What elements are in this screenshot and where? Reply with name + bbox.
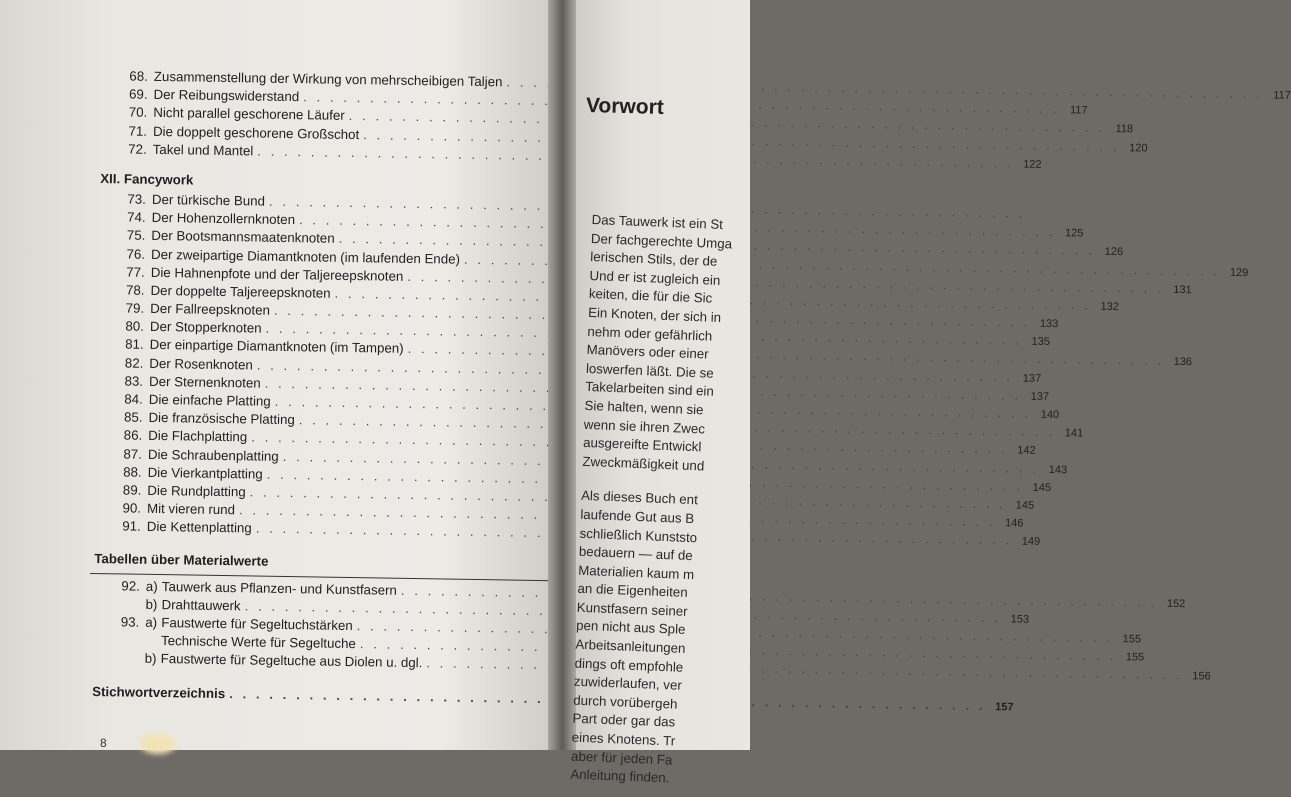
entry-number: 84. xyxy=(93,391,149,407)
entry-page: 133 xyxy=(1034,318,1058,330)
entry-number: 69. xyxy=(97,86,153,102)
entry-page: 153 xyxy=(1005,613,1029,625)
preface-line: zuwiderlaufen, ver xyxy=(574,674,874,704)
entry-number: 71. xyxy=(97,123,153,139)
entry-title: Die Flachplatting xyxy=(148,428,247,445)
left-page xyxy=(0,0,552,750)
entry-page: 143 xyxy=(1043,463,1067,475)
preface-line: laufende Gut aus B xyxy=(580,507,880,537)
preface-line: bedauern — auf de xyxy=(579,544,879,574)
entry-sub: a) xyxy=(146,578,162,593)
entry-number: 83. xyxy=(93,373,149,389)
preface-line: Kunstfasern seiner xyxy=(576,600,876,630)
preface-heading: Vorwort xyxy=(586,94,664,120)
preface-line: wenn sie ihren Zwec xyxy=(583,416,883,446)
entry-page: 118 xyxy=(1109,123,1133,135)
entry-title: Die doppelt geschorene Großschot xyxy=(153,123,359,141)
preface-line: Manövers oder einer xyxy=(586,342,886,372)
entry-page: 125 xyxy=(1059,227,1083,239)
entry-number xyxy=(90,608,146,609)
entry-number: 78. xyxy=(94,282,150,298)
entry-title: Der Hohenzollernknoten xyxy=(152,210,296,227)
entry-page: 146 xyxy=(999,517,1023,529)
entry-title: Faustwerte für Segeltuche aus Diolen u. dgl. xyxy=(161,651,423,670)
preface-line: an die Eigenheiten xyxy=(577,581,877,611)
preface-line: keiten, die für die Sic xyxy=(588,286,888,316)
entry-number: 93. xyxy=(89,614,145,630)
entry-page: 157 xyxy=(989,702,1013,714)
entry-page: 122 xyxy=(1018,158,1042,170)
entry-number: 74. xyxy=(96,209,152,225)
entry-number: 92. xyxy=(90,577,146,593)
entry-page: 120 xyxy=(1123,142,1147,154)
entry-number: 79. xyxy=(94,300,150,316)
entry-title: Der zweipartige Diamantknoten (im laufenden Ende) xyxy=(151,246,460,266)
entry-number: 76. xyxy=(95,245,151,261)
entry-page: 129 xyxy=(1224,266,1248,278)
preface-line: Als dieses Buch ent xyxy=(581,488,881,518)
entry-number: 82. xyxy=(93,355,149,371)
entry-number xyxy=(89,644,145,645)
entry-number: 85. xyxy=(92,409,148,425)
entry-page: 145 xyxy=(1010,499,1034,511)
entry-sub: b) xyxy=(145,651,161,666)
entry-title: Zusammenstellung der Wirkung von mehrscheibigen Taljen xyxy=(154,69,503,89)
entry-page: 131 xyxy=(1168,284,1192,296)
preface-line: lerischen Stils, der de xyxy=(590,249,890,279)
entry-title: Die französische Platting xyxy=(148,410,295,427)
entry-page: 117 xyxy=(1267,89,1291,101)
preface-line: pen nicht aus Sple xyxy=(576,618,876,648)
preface-line: loswerfen läßt. Die se xyxy=(586,361,886,391)
entry-number xyxy=(89,662,145,663)
entry-page: 117 xyxy=(1063,104,1087,116)
entry-number: 89. xyxy=(91,482,147,498)
entry-page: 152 xyxy=(1161,597,1185,609)
right-page xyxy=(576,0,750,750)
entry-page: 137 xyxy=(1025,390,1049,402)
preface-line: Und er ist zugleich ein xyxy=(589,268,889,298)
entry-title: Der einpartige Diamantknoten (im Tampen) xyxy=(150,337,404,356)
entry-title: Die einfache Platting xyxy=(149,392,271,409)
entry-number: 68. xyxy=(98,68,154,84)
entry-number: 88. xyxy=(92,464,148,480)
finger-highlight xyxy=(140,734,176,754)
entry-page: 155 xyxy=(1120,651,1144,663)
entry-sub: a) xyxy=(145,615,161,630)
preface-line: nehm oder gefährlich xyxy=(587,323,887,353)
entry-page: 156 xyxy=(1187,670,1211,682)
preface-line: Takelarbeiten sind ein xyxy=(585,379,885,409)
entry-page: 155 xyxy=(1117,633,1141,645)
entry-page: 145 xyxy=(1027,481,1051,493)
preface-line: eines Knotens. Tr xyxy=(571,730,871,760)
entry-title: Die Kettenplatting xyxy=(147,519,252,536)
preface-line: Sie halten, wenn sie xyxy=(584,398,884,428)
table-of-contents xyxy=(88,68,568,710)
preface-line: ausgereifte Entwickl xyxy=(583,435,883,465)
preface-line: Part oder gar das xyxy=(572,711,872,741)
section-label: XII. Fancywork xyxy=(96,171,193,188)
preface-line: Ein Knoten, der sich in xyxy=(588,305,888,335)
entry-number: 75. xyxy=(95,227,151,243)
entry-title: Der Rosenknoten xyxy=(149,355,253,372)
entry-page: 141 xyxy=(1059,427,1083,439)
entry-title: Takel und Mantel xyxy=(153,142,254,159)
entry-number: 90. xyxy=(91,500,147,516)
entry-title: Der Reibungswiderstand xyxy=(153,87,299,104)
entry-title: Mit vieren rund xyxy=(147,501,235,517)
entry-page: 149 xyxy=(1016,536,1040,548)
preface-line: Zweckmäßigkeit und xyxy=(582,454,882,484)
entry-page: 142 xyxy=(1012,445,1036,457)
entry-title: Der doppelte Taljereepsknoten xyxy=(150,283,330,301)
entry-title: Der türkische Bund xyxy=(152,192,265,209)
entry-number: 91. xyxy=(91,518,147,534)
preface-line: Das Tauwerk ist ein St xyxy=(591,212,891,242)
entry-number: 70. xyxy=(97,104,153,120)
preface-line: durch vorübergeh xyxy=(573,692,873,722)
entry-number: 80. xyxy=(94,318,150,334)
entry-title: Faustwerte für Segeltuchstärken xyxy=(161,615,353,633)
entry-number: 81. xyxy=(94,336,150,352)
entry-page: 135 xyxy=(1026,336,1050,348)
entry-number: 73. xyxy=(96,191,152,207)
entry-page: 140 xyxy=(1035,409,1059,421)
entry-title: Der Sternenknoten xyxy=(149,374,261,391)
preface-line: Arbeitsanleitungen xyxy=(575,637,875,667)
entry-page: 136 xyxy=(1168,356,1192,368)
page-number: 8 xyxy=(100,736,107,750)
entry-title: Die Vierkantplatting xyxy=(148,465,263,482)
preface-text xyxy=(570,212,892,797)
preface-line: Anleitung finden. xyxy=(570,767,870,797)
entry-page: 126 xyxy=(1099,246,1123,258)
preface-line: Materialien kaum m xyxy=(578,562,878,592)
preface-line: schließlich Kunststo xyxy=(579,525,879,555)
entry-number: 86. xyxy=(92,427,148,443)
entry-page: 137 xyxy=(1017,372,1041,384)
entry-page: 132 xyxy=(1095,301,1119,313)
entry-title: Die Hahnenpfote und der Taljereepsknoten xyxy=(151,265,404,284)
entry-number: 77. xyxy=(95,264,151,280)
section-label: Tabellen über Materialwerte xyxy=(90,550,268,568)
entry-title: Der Stopperknoten xyxy=(150,319,262,336)
entry-title: Nicht parallel geschorene Läufer xyxy=(153,105,345,123)
preface-line: dings oft empfohle xyxy=(574,655,874,685)
stichwort-entry xyxy=(88,684,558,710)
entry-title: Die Rundplatting xyxy=(147,483,246,500)
entry-title: Der Bootsmannsmaatenknoten xyxy=(151,228,335,246)
entry-sub: b) xyxy=(145,597,161,612)
entry-title: Die Schraubenplatting xyxy=(148,446,279,463)
entry-title: Technische Werte für Segeltuche xyxy=(161,633,356,651)
entry-title: Drahttauwerk xyxy=(161,597,240,613)
preface-line: aber für jeden Fa xyxy=(571,748,871,778)
entry-number: 72. xyxy=(97,141,153,157)
preface-line: Der fachgerechte Umga xyxy=(591,231,891,261)
entry-title: Der Fallreepsknoten xyxy=(150,301,270,318)
entry-title: Stichwortverzeichnis xyxy=(88,684,225,701)
entry-number: 87. xyxy=(92,446,148,462)
entry-title: Tauwerk aus Pflanzen- und Kunstfasern xyxy=(162,579,397,598)
